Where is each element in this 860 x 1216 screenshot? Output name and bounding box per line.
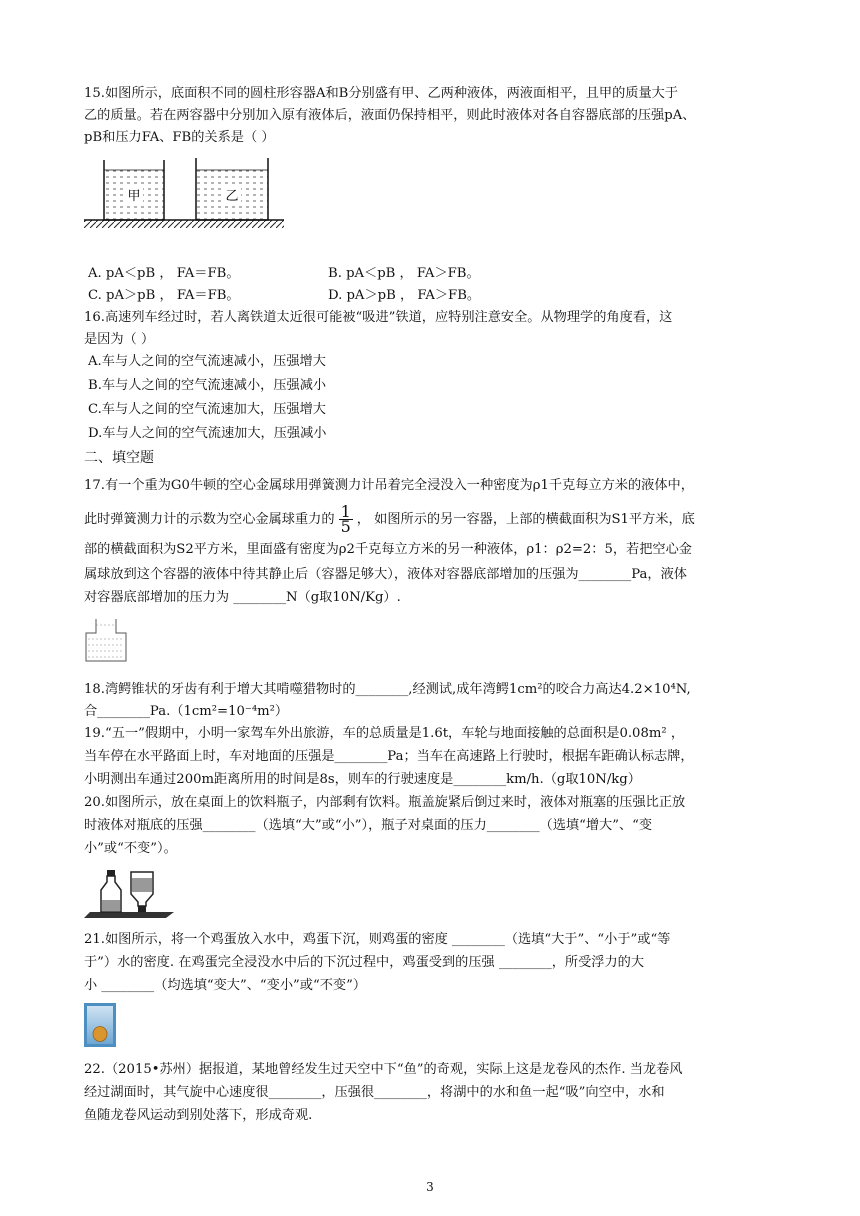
q18-stem-line2: 合________Pa.（1cm²=10⁻⁴m²） bbox=[84, 704, 289, 719]
q15-containers-figure bbox=[84, 156, 284, 232]
one-fifth-fraction bbox=[339, 502, 353, 536]
q16-option-d[interactable]: D.车与人之间的空气流速加大，压强减小 bbox=[88, 426, 327, 441]
q17-line2-part1: 此时弹簧测力计的示数为空心金属球重力的 bbox=[84, 512, 335, 527]
q17-stem-line3: 部的横截面积为S2平方米，里面盛有密度为ρ2千克每立方米的另一种液体，ρ1：ρ2=2：5，若把空心金 bbox=[84, 542, 692, 557]
q21-stem-line1: 21.如图所示，将一个鸡蛋放入水中，鸡蛋下沉，则鸡蛋的密度 ________（选填“大于”、“小于”或“等 bbox=[84, 932, 671, 947]
q15-stem-line2: 乙的质量。若在两容器中分别加入原有液体后，液面仍保持相平，则此时液体对各自容器底部的压强pA、 bbox=[84, 108, 696, 123]
q22-stem-line3: 鱼随龙卷风运动到别处落下，形成奇观. bbox=[84, 1108, 313, 1123]
q19-stem-line1: 19.“五一”假期中，小明一家驾车外出旅游，车的总质量是1.6t，车轮与地面接触的总面积是0.08m² ， bbox=[84, 726, 685, 741]
q15-option-b[interactable]: B. pA＜pB ， FA＞FB。 bbox=[328, 266, 480, 281]
q21-egg-in-water-photo bbox=[84, 1003, 116, 1047]
q17-stem-line2 bbox=[84, 502, 695, 536]
q17-stem-line4: 属球放到这个容器的液体中待其静止后（容器足够大），液体对容器底部增加的压强为________Pa，液体 bbox=[84, 567, 687, 582]
fraction-numerator: 1 bbox=[340, 502, 351, 521]
table-top bbox=[84, 912, 174, 918]
q17-line2-part2: ， 如图所示的另一容器，上部的横截面积为S1平方米，底 bbox=[356, 512, 695, 527]
q15-option-d[interactable]: D. pA＞pB ， FA＞FB。 bbox=[328, 288, 481, 303]
q22-stem-line1: 22.（2015•苏州）据报道，某地曾经发生过天空中下“鱼”的奇观，实际上这是龙卷风的杰作. 当龙卷风 bbox=[84, 1062, 683, 1077]
inverted-bottle bbox=[131, 872, 153, 912]
q20-bottles-figure bbox=[84, 868, 180, 920]
egg bbox=[93, 1027, 107, 1042]
q21-stem-line3: 小 ________（均选填“变大”、“变小”或“不变”） bbox=[84, 978, 367, 993]
ground-hatch bbox=[84, 220, 284, 228]
page-number: 3 bbox=[426, 1180, 434, 1194]
q17-stem-line1: 17.有一个重为G0牛顿的空心金属球用弹簧测力计吊着完全浸没入一种密度为ρ1千克每立方米的液体中， bbox=[84, 478, 694, 493]
q20-stem-line3: 小”或“不变”）。 bbox=[84, 841, 177, 856]
q16-stem-line1: 16.高速列车经过时，若人离铁道太近很可能被“吸进”铁道，应特别注意安全。从物理学的角度看，这 bbox=[84, 310, 673, 325]
q15-stem-line3: pB和压力FA、FB的关系是（ ） bbox=[84, 130, 275, 145]
container-a-label: 甲 bbox=[127, 189, 141, 204]
fraction-denominator: 5 bbox=[340, 517, 351, 536]
q17-container-figure bbox=[84, 617, 128, 665]
q20-stem-line2: 时液体对瓶底的压强________（选填“大”或“小”），瓶子对桌面的压力________（选填“增大”、“变 bbox=[84, 818, 653, 833]
q16-option-a[interactable]: A.车与人之间的空气流速减小，压强增大 bbox=[88, 354, 326, 369]
q15-option-a[interactable]: A. pA＜pB ， FA＝FB。 bbox=[88, 266, 240, 281]
q18-stem-line1: 18.湾鳄锥状的牙齿有利于增大其啃噬猎物时的________,经测试,成年湾鳄1cm²的咬合力高达4.2×10⁴N, bbox=[84, 682, 691, 697]
upright-bottle bbox=[101, 870, 121, 912]
q17-stem-line5: 对容器底部增加的压力为 ________N（g取10N/Kg）. bbox=[84, 590, 401, 605]
q20-stem-line1: 20.如图所示，放在桌面上的饮料瓶子，内部剩有饮料。瓶盖旋紧后倒过来时，液体对瓶塞的压强比正放 bbox=[84, 795, 686, 810]
q22-stem-line2: 经过湖面时，其气旋中心速度很________，压强很________，将湖中的水和鱼一起“吸”向空中，水和 bbox=[84, 1085, 665, 1100]
q19-stem-line3: 小明测出车通过200m距离所用的时间是8s，则车的行驶速度是________km/h.（g取10N/kg） bbox=[84, 772, 641, 787]
section-heading: 二、填空题 bbox=[84, 450, 154, 466]
q21-stem-line2: 于”）水的密度. 在鸡蛋完全浸没水中后的下沉过程中，鸡蛋受到的压强 ________，所受浮力的大 bbox=[84, 955, 645, 970]
q16-option-c[interactable]: C.车与人之间的空气流速加大，压强增大 bbox=[88, 402, 326, 417]
q16-stem-line2: 是因为（ ） bbox=[84, 332, 155, 347]
q16-option-b[interactable]: B.车与人之间的空气流速减小，压强减小 bbox=[88, 378, 327, 393]
container-b-label: 乙 bbox=[225, 189, 239, 204]
q15-stem-line1: 15.如图所示，底面积不同的圆柱形容器A和B分别盛有甲、乙两种液体，两液面相平，且甲的质量大于 bbox=[84, 86, 679, 101]
q19-stem-line2: 当车停在水平路面上时，车对地面的压强是________Pa；当车在高速路上行驶时，根据车距确认标志牌， bbox=[84, 749, 694, 764]
q15-option-c[interactable]: C. pA＞pB ， FA＝FB。 bbox=[88, 288, 240, 303]
